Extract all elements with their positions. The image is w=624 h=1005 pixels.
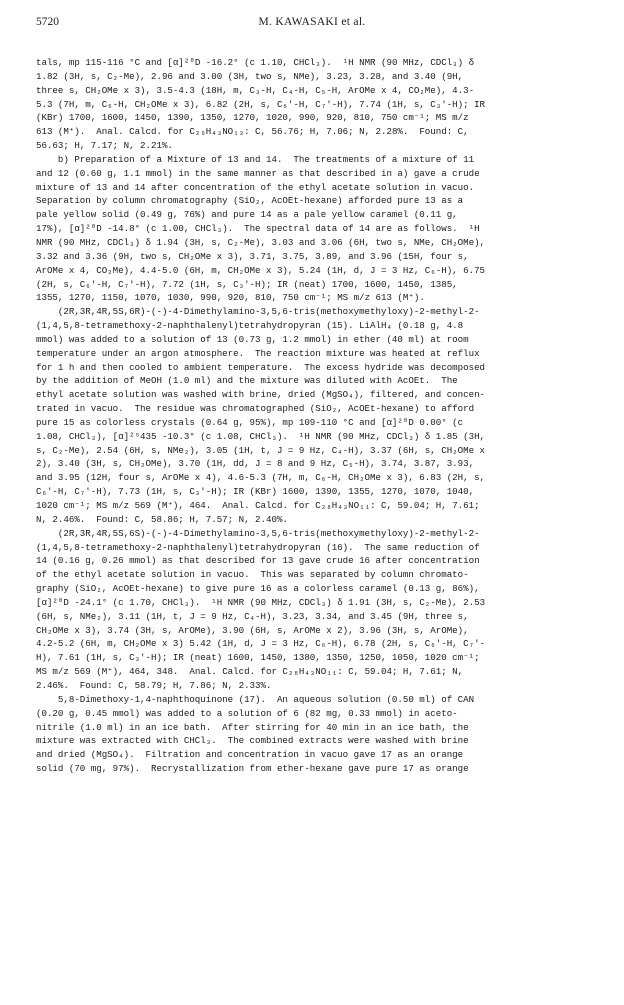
text-line: and 12 (0.60 g, 1.1 mmol) in the same manner as that described in a) gave a crude	[36, 167, 480, 179]
text-line: temperature under an argon atmosphere. The reaction mixture was heated at reflux	[36, 347, 480, 359]
page-header	[36, 16, 588, 34]
text-line: 2), 3.40 (3H, s, CH₂OMe), 3.70 (1H, dd, J = 8 and 9 Hz, C₅-H), 3.74, 3.87, 3.93,	[36, 458, 475, 470]
text-line: (0.20 g, 0.45 mmol) was added to a solution of 6 (82 mg, 0.33 mmol) in aceto-	[36, 707, 458, 719]
text-line: mmol) was added to a solution of 13 (0.73 g, 1.2 mmol) in ether (40 ml) at room	[36, 333, 469, 345]
text-line: (KBr) 1700, 1600, 1450, 1390, 1350, 1270, 1020, 990, 920, 810, 750 cm⁻¹; MS m/z	[36, 112, 469, 124]
text-line: (2R,3R,4R,5S,6R)-(-)-4-Dimethylamino-3,5,6-tris(methoxymethyloxy)-2-methyl-2-	[36, 306, 480, 318]
text-line: three s, CH₂OMe x 3), 3.5-4.3 (18H, m, C₃-H, C₄-H, C₅-H, ArOMe x 4, CO₂Me), 4.3-	[36, 84, 475, 96]
text-line: (1,4,5,8-tetramethoxy-2-naphthalenyl)tetrahydropyran (16). The same reduction of	[36, 541, 480, 553]
text-line: s, C₂-Me), 2.54 (6H, s, NMe₂), 3.05 (1H, t, J = 9 Hz, C₄-H), 3.37 (6H, s, CH₂OMe x	[36, 444, 486, 456]
text-line: 1355, 1270, 1150, 1070, 1030, 990, 920, 810, 750 cm⁻¹; MS m/z 613 (M⁺).	[36, 292, 425, 304]
text-line: 4.2-5.2 (6H, m, CH₂OMe x 3) 5.42 (1H, d, J = 3 Hz, C₆-H), 6.78 (2H, s, C₆'-H, C₇'-	[36, 638, 486, 650]
text-line: 17%), [α]²⁰D -14.8° (c 1.00, CHCl₃). The spectral data of 14 are as follows. ¹H	[36, 223, 480, 235]
text-line: C₆'-H, C₇'-H), 7.73 (1H, s, C₃'-H); IR (KBr) 1600, 1390, 1355, 1270, 1070, 1040,	[36, 486, 475, 498]
text-line: 1.82 (3H, s, C₂-Me), 2.96 and 3.00 (3H, two s, NMe), 3.23, 3.28, and 3.40 (9H,	[36, 70, 464, 82]
text-line: mixture was extracted with CHCl₃. The combined extracts were washed with brine	[36, 735, 469, 747]
text-line: mixture of 13 and 14 after concentration of the ethyl acetate solution in vacuo.	[36, 181, 475, 193]
text-line: NMR (90 MHz, CDCl₃) δ 1.94 (3H, s, C₂-Me), 3.03 and 3.06 (6H, two s, NMe, CH₂OMe),	[36, 236, 486, 248]
text-line: and 3.95 (12H, four s, ArOMe x 4), 4.6-5.3 (7H, m, C₆-H, CH₂OMe x 3), 6.83 (2H, s,	[36, 472, 486, 484]
text-line: ArOMe x 4, CO₂Me), 4.4-5.0 (6H, m, CH₂OMe x 3), 5.24 (1H, d, J = 3 Hz, C₆-H), 6.75	[36, 264, 486, 276]
text-line: b) Preparation of a Mixture of 13 and 14. The treatments of a mixture of 11	[36, 153, 475, 165]
body-text	[36, 56, 589, 776]
text-line: (2R,3R,4R,5S,6S)-(-)-4-Dimethylamino-3,5,6-tris(methoxymethyloxy)-2-methyl-2-	[36, 527, 480, 539]
text-line: pale yellow solid (0.49 g, 76%) and pure 14 as a pale yellow caramel (0.11 g,	[36, 209, 458, 221]
text-line: H), 7.61 (1H, s, C₃'-H); IR (neat) 1600, 1450, 1380, 1350, 1250, 1050, 1020 cm⁻¹;	[36, 652, 480, 664]
text-line: 56.63; H, 7.17; N, 2.21%.	[36, 140, 173, 152]
text-line: 1020 cm⁻¹; MS m/z 569 (M⁺), 464. Anal. Calcd. for C₂₈H₄₃NO₁₁: C, 59.04; H, 7.61;	[36, 500, 480, 511]
text-line: pure 15 as colorless crystals (0.64 g, 95%), mp 109-110 °C and [α]²⁰D 0.00° (c	[36, 416, 464, 428]
text-line: 613 (M⁺). Anal. Calcd. for C₂₉H₄₃NO₁₃: C, 56.76; H, 7.06; N, 2.28%. Found: C,	[36, 126, 469, 138]
text-line: 2.46%. Found: C, 58.79; H, 7.86; N, 2.33%.	[36, 679, 272, 691]
text-line: 3.32 and 3.36 (9H, two s, CH₂OMe x 3), 3.71, 3.75, 3.89, and 3.96 (15H, four s,	[36, 250, 469, 262]
text-line: trated in vacuo. The residue was chromatographed (SiO₂, AcOEt-hexane) to afford	[36, 403, 475, 415]
text-line: Separation by column chromatography (SiO₂, AcOEt-hexane) afforded pure 13 as a	[36, 195, 464, 207]
text-line: of the ethyl acetate solution in vacuo. This was separated by column chromato-	[36, 569, 469, 581]
text-line: and dried (MgSO₄). Filtration and concentration in vacuo gave 17 as an orange	[36, 749, 464, 761]
text-line: [α]²⁰D -24.1° (c 1.70, CHCl₃). ¹H NMR (90 MHz, CDCl₃) δ 1.91 (3H, s, C₂-Me), 2.53	[36, 596, 486, 608]
text-line: N, 2.46%. Found: C, 58.86; H, 7.57; N, 2.40%.	[36, 513, 288, 525]
text-line: 5.3 (7H, m, C₆-H, CH₂OMe x 3), 6.82 (2H, s, C₆'-H, C₇'-H), 7.74 (1H, s, C₃'-H); IR	[36, 98, 486, 110]
page-number: 5720	[36, 16, 59, 28]
running-title: M. KAWASAKI et al.	[258, 16, 366, 28]
text-line: ethyl acetate solution was washed with brine, dried (MgSO₄), filtered, and concen-	[36, 389, 486, 401]
text-line: nitrile (1.0 ml) in an ice bath. After stirring for 40 min in an ice bath, the	[36, 721, 469, 733]
text-line: solid (70 mg, 97%). Recrystallization from ether-hexane gave pure 17 as orange	[36, 763, 469, 775]
text-line: (1,4,5,8-tetramethoxy-2-naphthalenyl)tetrahydropyran (15). LiAlH₄ (0.18 g, 4.8	[36, 320, 464, 332]
text-line: 14 (0.16 g, 0.26 mmol) as that described for 13 gave crude 16 after concentration	[36, 555, 480, 567]
text-line: (2H, s, C₆'-H, C₇'-H), 7.72 (1H, s, C₃'-H); IR (neat) 1700, 1600, 1450, 1385,	[36, 278, 458, 290]
text-line: CH₂OMe x 3), 3.74 (3H, s, ArOMe), 3.90 (6H, s, ArOMe x 2), 3.96 (3H, s, ArOMe),	[36, 624, 469, 636]
text-line: tals, mp 115-116 °C and [α]²⁰D -16.2° (c 1.10, CHCl₃). ¹H NMR (90 MHz, CDCl₃) δ	[36, 57, 475, 68]
text-line: MS m/z 569 (M⁺), 464, 348. Anal. Calcd. for C₂₈H₄₃NO₁₁: C, 59.04; H, 7.61; N,	[36, 666, 464, 678]
text-line: (6H, s, NMe₂), 3.11 (1H, t, J = 9 Hz, C₄-H), 3.23, 3.34, and 3.45 (9H, three s,	[36, 610, 469, 622]
text-line: for 1 h and then cooled to ambient temperature. The excess hydride was decomposed	[36, 361, 486, 373]
text-line: 5,8-Dimethoxy-1,4-naphthoquinone (17). An aqueous solution (0.50 ml) of CAN	[36, 693, 475, 705]
text-line: graphy (SiO₂, AcOEt-hexane) to give pure 16 as a colorless caramel (0.13 g, 86%),	[36, 583, 480, 595]
text-line: by the addition of MeOH (1.0 ml) and the mixture was diluted with AcOEt. The	[36, 375, 458, 387]
text-line: 1.08, CHCl₃), [α]²⁵435 -10.3° (c 1.08, CHCl₃). ¹H NMR (90 MHz, CDCl₃) δ 1.85 (3H,	[36, 430, 486, 442]
